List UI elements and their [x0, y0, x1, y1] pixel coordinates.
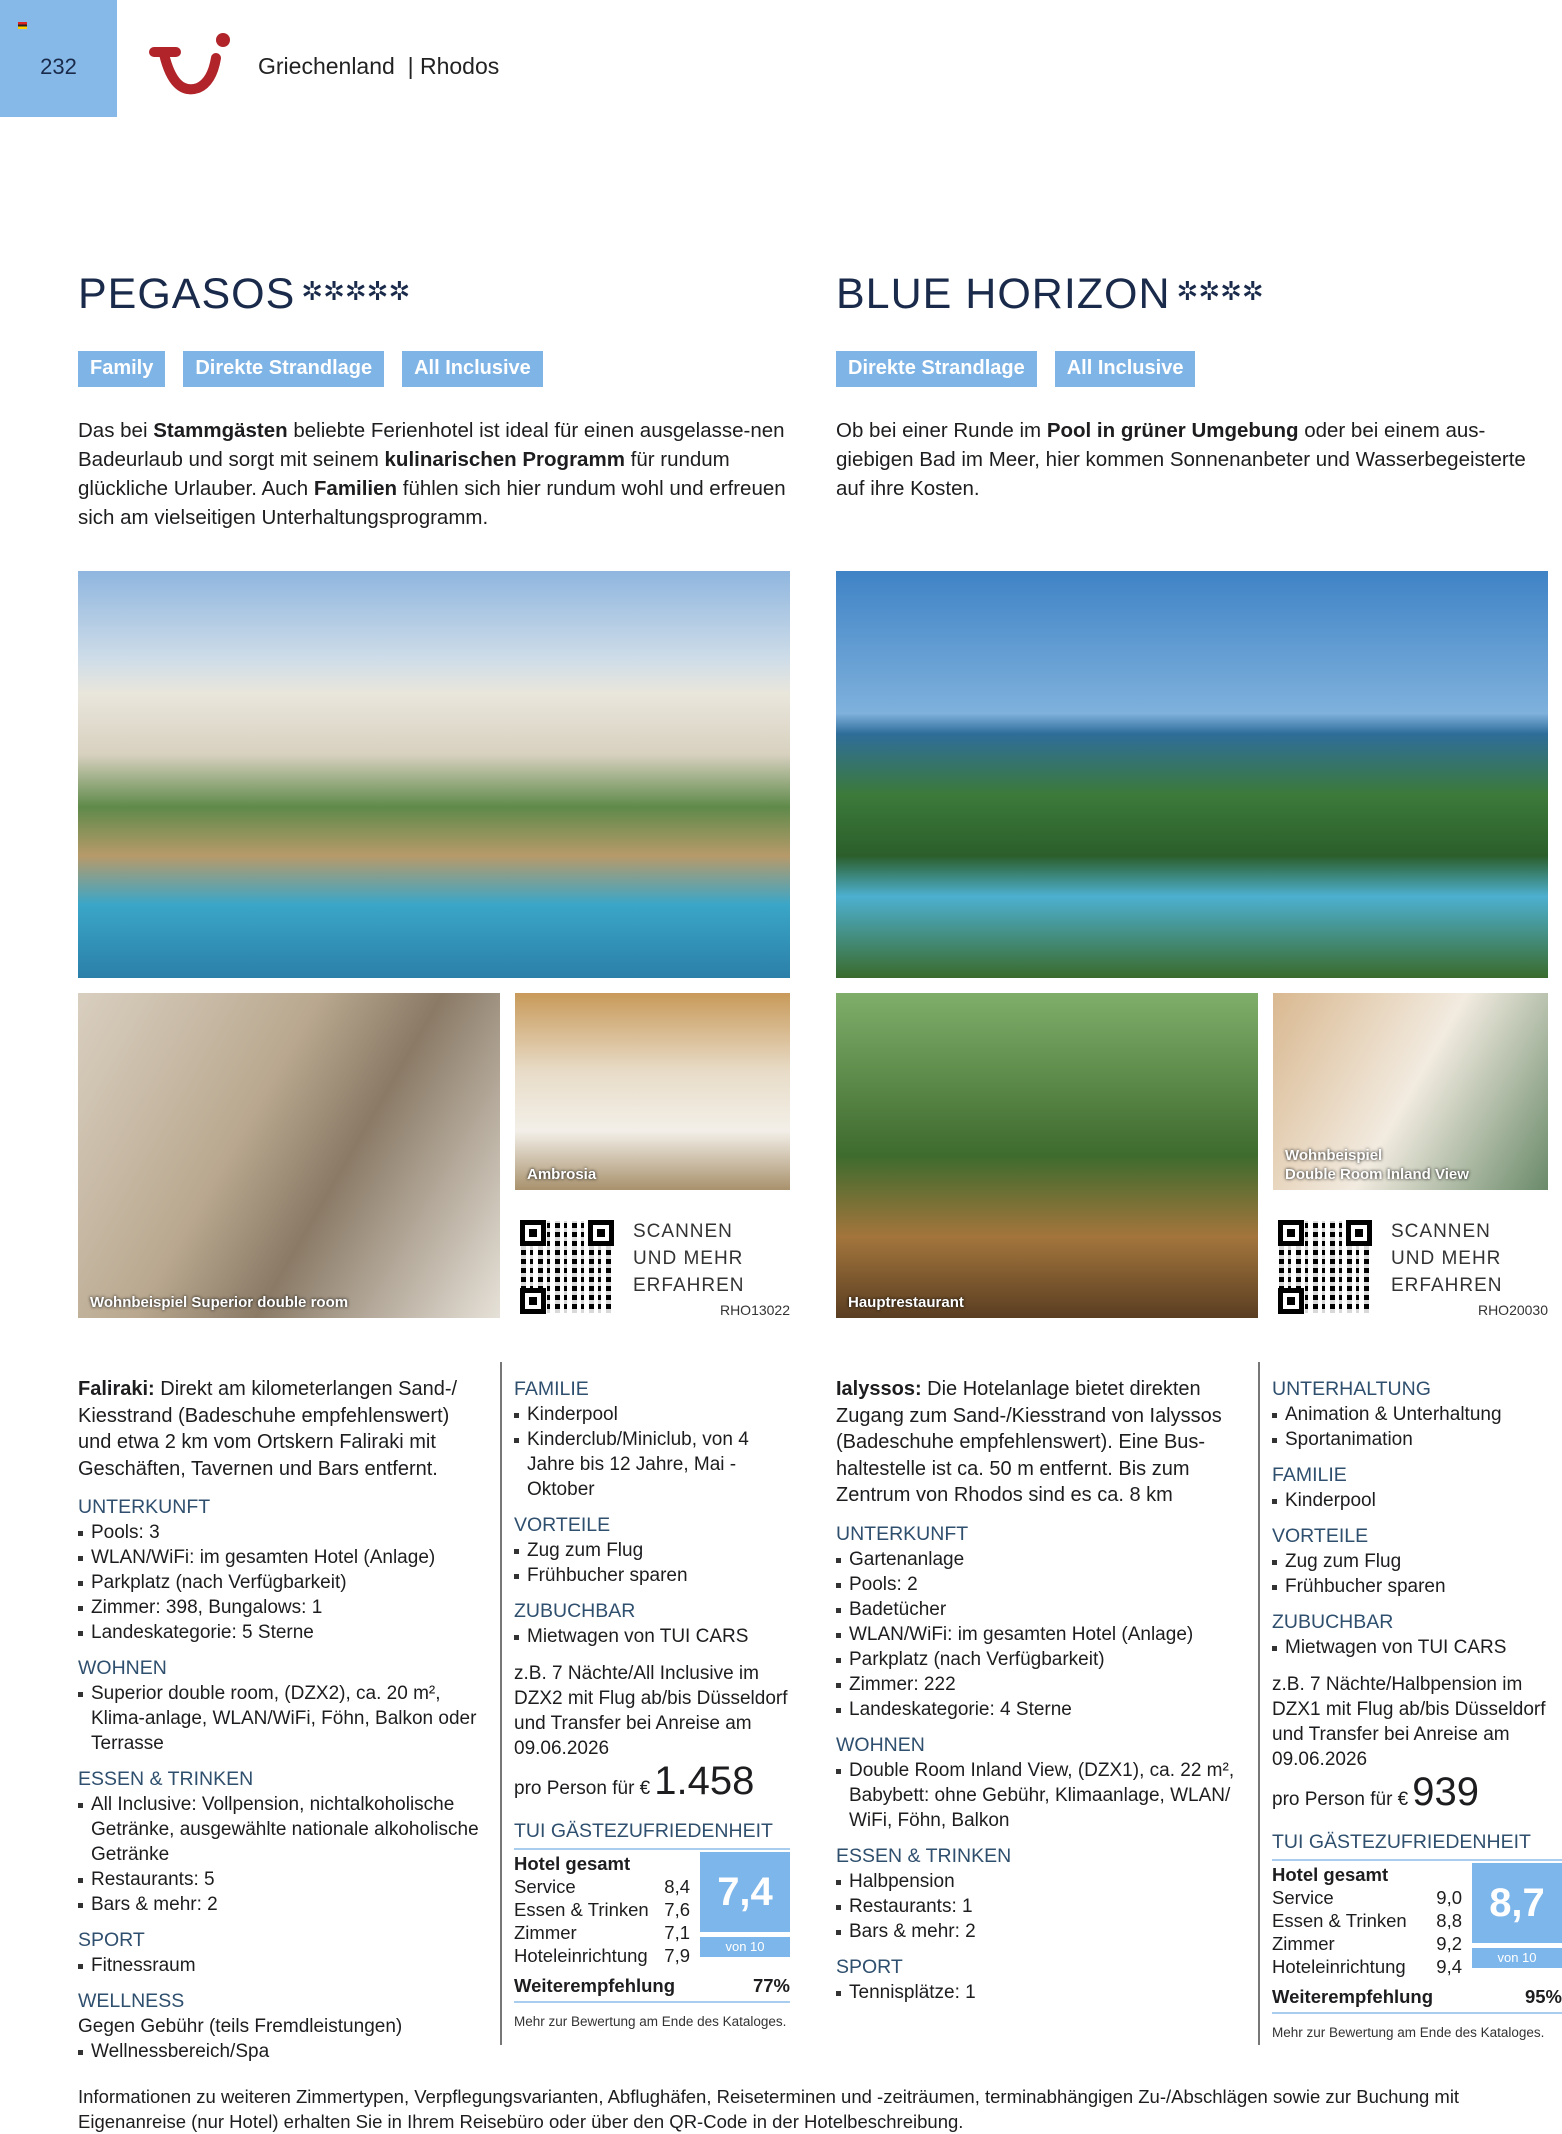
photo-caption: Ambrosia: [527, 1166, 597, 1183]
section-heading: WELLNESS: [78, 1990, 185, 2012]
bullet-list: [78, 1792, 483, 1917]
rating-label: Service: [1272, 1887, 1334, 1908]
footer-note: Informationen zu weiteren Zimmertypen, Verpflegungsvarianten, Abflughäfen, Reiseterminen und -zeiträumen, terminabhängigen Zu-/Abschlägen sowie zur Buchung mit Eigenanreise (nur Hotel) erhalten Sie in Ihrem Reisebüro oder über den QR-Code in der Hotelbeschreibung.: [78, 2086, 1460, 2132]
scan-text-line: ERFAHREN: [1391, 1275, 1503, 1296]
rating-value: 9,4: [1436, 1956, 1462, 1977]
rating-grid: [1272, 1863, 1562, 1978]
rating-label: Service: [514, 1876, 576, 1897]
section-text: Gegen Gebühr (teils Fremdleistungen): [78, 2016, 403, 2037]
qr-finder-mark: [588, 1220, 614, 1246]
bullet-list: [836, 1980, 1241, 2005]
list-item: Mietwagen von TUI CARS: [1272, 1635, 1562, 1660]
list-item: Zug zum Flug: [1272, 1549, 1562, 1574]
rating-heading: TUI GÄSTEZUFRIEDENHEIT: [1272, 1830, 1562, 1861]
list-item: Pools: 2: [836, 1572, 1241, 1597]
section-heading: WOHNEN: [78, 1657, 167, 1679]
page-number: 232: [40, 54, 77, 79]
secondary-photo: [1273, 993, 1548, 1190]
list-item: Kinderpool: [1272, 1488, 1562, 1513]
rating-row: [1272, 1932, 1466, 1955]
hotel-code: RHO20030: [1477, 1302, 1548, 1318]
rating-row: [514, 1944, 694, 1967]
rating-value: 7,6: [664, 1899, 690, 1920]
list-item: Landeskategorie: 5 Sterne: [78, 1620, 483, 1645]
hotel-title: [78, 270, 410, 319]
qr-finder-mark: [1278, 1288, 1304, 1314]
description-text: beliebte Ferienhotel ist ideal für einen ausgelasse-nen Badeurlaub und sorgt mit seinem: [78, 419, 785, 471]
star-rating: ✲✲✲✲✲: [301, 276, 411, 306]
scan-text-line: SCANNEN: [1391, 1221, 1491, 1242]
feature-tag: Family: [78, 351, 165, 387]
section-heading: ESSEN & TRINKEN: [836, 1844, 1012, 1867]
section-heading: FAMILIE: [514, 1378, 589, 1400]
section-heading: VORTEILE: [514, 1514, 611, 1536]
bullet-list: [1272, 1635, 1562, 1660]
bullet-list: [1272, 1488, 1562, 1513]
rating-row: [514, 1921, 694, 1944]
rating-note: Mehr zur Bewertung am Ende des Kataloges.: [514, 2014, 787, 2029]
rating-row: [514, 1875, 694, 1898]
guest-rating: [514, 1819, 790, 2034]
rating-grid: [514, 1852, 790, 1967]
section-heading: ZUBUCHBAR: [514, 1600, 636, 1622]
qr-finder-mark: [1278, 1220, 1304, 1246]
qr-call-to-action: [1391, 1218, 1502, 1299]
location-name: Faliraki:: [78, 1378, 155, 1400]
list-item: Double Room Inland View, (DZX1), ca. 22 m², Babybett: ohne Gebühr, Klimaanlage, WLAN/ WiFi, Föhn, Balkon: [836, 1758, 1241, 1833]
hotel-description: [836, 416, 1550, 503]
bullet-list: [514, 1402, 790, 1502]
details-column-1: [78, 1376, 483, 2064]
list-item: Pools: 3: [78, 1520, 483, 1545]
bullet-list: [1272, 1402, 1562, 1452]
overall-score: 7,4: [700, 1852, 790, 1932]
rating-label: Hoteleinrichtung: [1272, 1956, 1406, 1977]
breadcrumb: Griechenland | Rhodos: [258, 53, 500, 79]
tag-list: [78, 351, 543, 387]
rating-value: 8,4: [664, 1876, 690, 1897]
list-item: Superior double room, (DZX2), ca. 20 m², Klima-anlage, WLAN/WiFi, Föhn, Balkon oder Terrasse: [78, 1681, 483, 1756]
section-heading: UNTERKUNFT: [78, 1496, 211, 1518]
list-item: Badetücher: [836, 1597, 1241, 1622]
details-column-2: [514, 1376, 790, 2034]
list-item: Parkplatz (nach Verfügbarkeit): [836, 1647, 1241, 1672]
rating-note: Mehr zur Bewertung am Ende des Kataloges.: [1272, 2025, 1545, 2040]
rating-value: 8,8: [1436, 1910, 1462, 1931]
section-heading: WOHNEN: [836, 1733, 925, 1756]
list-item: Restaurants: 1: [836, 1894, 1241, 1919]
bullet-list: [78, 2039, 483, 2064]
list-item: Bars & mehr: 2: [836, 1919, 1241, 1944]
list-item: Zug zum Flug: [514, 1538, 790, 1563]
location-intro: [78, 1376, 483, 1482]
location-intro: [836, 1376, 1241, 1509]
rating-label: Zimmer: [1272, 1933, 1335, 1954]
bullet-list: [514, 1538, 790, 1588]
bullet-list: [78, 1953, 483, 1978]
list-item: Halbpension: [836, 1869, 1241, 1894]
star-rating: ✲✲✲✲: [1176, 276, 1264, 306]
rating-row: [1272, 1955, 1466, 1978]
bullet-list: [514, 1624, 790, 1649]
description-highlight: Familien: [313, 477, 398, 500]
price-label: pro Person für €: [1272, 1789, 1409, 1810]
feature-tag: Direkte Strandlage: [836, 351, 1037, 387]
score-box: [700, 1852, 790, 1967]
rating-list: [1272, 1863, 1466, 1978]
list-item: Animation & Unterhaltung: [1272, 1402, 1562, 1427]
rating-label: Zimmer: [514, 1922, 577, 1943]
list-item: WLAN/WiFi: im gesamten Hotel (Anlage): [836, 1622, 1241, 1647]
recommendation: [1272, 1984, 1562, 2014]
description-highlight: Pool in grüner Umgebung: [1046, 419, 1299, 442]
details-column-2: [1272, 1376, 1562, 2045]
section-heading: ESSEN & TRINKEN: [78, 1768, 254, 1790]
description-text: Das bei: [78, 419, 154, 442]
section-heading: VORTEILE: [1272, 1525, 1369, 1547]
rating-overall-label: Hotel gesamt: [1272, 1864, 1389, 1885]
price-label: pro Person für €: [514, 1778, 651, 1799]
price-amount: 939: [1412, 1770, 1479, 1814]
list-item: Restaurants: 5: [78, 1867, 483, 1892]
description-text: oder bei einem aus-giebigen Bad im Meer, hier kommen Sonnenanbeter und Wasserbegeisterte auf ihre Kosten.: [836, 419, 1526, 500]
score-scale: von 10: [1472, 1948, 1562, 1968]
location-text: Direkt am kilometerlangen Sand-/ Kiesstrand (Badeschuhe empfehlenswert) und etwa 2 km vom Ortskern Faliraki mit Geschäften, Tavernen und Bars entfernt.: [78, 1378, 458, 1480]
list-item: Sportanimation: [1272, 1427, 1562, 1452]
list-item: Landeskategorie: 4 Sterne: [836, 1697, 1241, 1722]
qr-finder-mark: [1346, 1220, 1372, 1246]
location-text: Die Hotelanlage bietet direkten Zugang zum Sand-/Kiesstrand von Ialyssos (Badeschuhe empfehlenswert). Eine Bus-haltestelle ist ca. 50 m entfernt. Bis zum Zentrum von Rhodos sind es ca. 8 km: [836, 1378, 1222, 1506]
section-heading: UNTERHALTUNG: [1272, 1378, 1431, 1400]
bullet-list: [78, 1520, 483, 1645]
overall-score: 8,7: [1472, 1863, 1562, 1943]
photo-caption: Wohnbeispiel Superior double room: [90, 1294, 349, 1311]
offer-text: z.B. 7 Nächte/All Inclusive im DZX2 mit Flug ab/bis Düsseldorf und Transfer bei Anreise am 09.06.2026: [514, 1663, 788, 1759]
secondary-photo: [515, 993, 790, 1190]
qr-finder-mark: [520, 1288, 546, 1314]
photo-caption: Hauptrestaurant: [848, 1294, 964, 1311]
description-text: Ob bei einer Runde im: [836, 419, 1047, 442]
hotel-section: [836, 0, 1562, 2080]
list-item: Fitnessraum: [78, 1953, 483, 1978]
score-scale: von 10: [700, 1937, 790, 1957]
room-photo: [836, 993, 1258, 1318]
location-name: Ialyssos:: [836, 1378, 922, 1400]
rating-overall-label: Hotel gesamt: [514, 1853, 631, 1874]
section-heading: SPORT: [836, 1955, 903, 1978]
rating-value: 9,0: [1436, 1887, 1462, 1908]
section-heading: ZUBUCHBAR: [1272, 1611, 1394, 1633]
bullet-list: [836, 1758, 1241, 1833]
list-item: Bars & mehr: 2: [78, 1892, 483, 1917]
list-item: WLAN/WiFi: im gesamten Hotel (Anlage): [78, 1545, 483, 1570]
hotel-code: RHO13022: [719, 1302, 790, 1318]
price: [1272, 1770, 1562, 1814]
main-photo: [836, 571, 1548, 978]
feature-tag: Direkte Strandlage: [183, 351, 384, 387]
rating-value: 7,9: [664, 1945, 690, 1966]
list-item: Mietwagen von TUI CARS: [514, 1624, 790, 1649]
scan-text-line: ERFAHREN: [633, 1275, 745, 1296]
details-column-1: [836, 1376, 1241, 2005]
list-item: Gartenanlage: [836, 1547, 1241, 1572]
scan-text-line: SCANNEN: [633, 1221, 733, 1242]
flag-icon: [18, 22, 27, 29]
list-item: Zimmer: 398, Bungalows: 1: [78, 1595, 483, 1620]
hotel-name: PEGASOS: [78, 270, 296, 318]
rating-list: [514, 1852, 694, 1967]
rating-row: [1272, 1909, 1466, 1932]
column-divider: [1258, 1362, 1260, 2045]
bullet-list: [78, 1681, 483, 1756]
list-item: Zimmer: 222: [836, 1672, 1241, 1697]
rating-value: 7,1: [664, 1922, 690, 1943]
hotel-name: BLUE HORIZON: [836, 270, 1171, 318]
qr-finder-mark: [520, 1220, 546, 1246]
bullet-list: [836, 1869, 1241, 1944]
price: [514, 1759, 790, 1803]
feature-tag: All Inclusive: [402, 351, 543, 387]
hotel-section: [78, 0, 798, 2080]
rating-label: Hoteleinrichtung: [514, 1945, 648, 1966]
section-heading: FAMILIE: [1272, 1464, 1347, 1486]
list-item: Frühbucher sparen: [514, 1563, 790, 1588]
price-amount: 1.458: [654, 1759, 755, 1803]
rating-heading: TUI GÄSTEZUFRIEDENHEIT: [514, 1819, 790, 1850]
recommendation: [514, 1973, 790, 2003]
rating-label: Essen & Trinken: [514, 1899, 649, 1920]
recommendation-label: Weiterempfehlung: [1272, 1986, 1434, 2007]
list-item: Wellnessbereich/Spa: [78, 2039, 483, 2064]
description-highlight: kulinarischen Programm: [384, 448, 625, 471]
hotel-description: [78, 416, 792, 532]
section-heading: UNTERKUNFT: [836, 1522, 969, 1545]
bullet-list: [836, 1547, 1241, 1722]
list-item: Tennisplätze: 1: [836, 1980, 1241, 2005]
guest-rating: [1272, 1830, 1562, 2045]
description-text: fühlen sich hier rundum wohl und erfreuen sich am vielseitigen Unterhaltungsprogramm.: [78, 477, 786, 529]
list-item: All Inclusive: Vollpension, nichtalkoholische Getränke, ausgewählte nationale alkoholische Getränke: [78, 1792, 483, 1867]
recommendation-label: Weiterempfehlung: [514, 1975, 676, 1996]
bullet-list: [1272, 1549, 1562, 1599]
list-item: Kinderclub/Miniclub, von 4 Jahre bis 12 Jahre, Mai - Oktober: [514, 1427, 790, 1502]
tag-list: [836, 351, 1195, 387]
description-highlight: Stammgästen: [153, 419, 288, 442]
qr-code[interactable]: [1273, 1215, 1377, 1319]
recommendation-value: 95%: [1524, 1986, 1562, 2007]
rating-value: 9,2: [1436, 1933, 1462, 1954]
section-heading: SPORT: [78, 1929, 145, 1951]
offer-text: z.B. 7 Nächte/Halbpension im DZX1 mit Flug ab/bis Düsseldorf und Transfer bei Anreise am 09.06.2026: [1272, 1674, 1546, 1770]
hotel-title: [836, 270, 1264, 319]
rating-row: [1272, 1886, 1466, 1909]
qr-call-to-action: [633, 1218, 744, 1299]
scan-text-line: UND MEHR: [633, 1248, 744, 1269]
main-photo: [78, 571, 790, 978]
description-text: für rundum glückliche Urlauber. Auch: [78, 448, 730, 500]
recommendation-value: 77%: [752, 1975, 790, 1996]
scan-text-line: UND MEHR: [1391, 1248, 1502, 1269]
photo-caption: Wohnbeispiel Double Room Inland View: [1285, 1147, 1469, 1183]
room-photo: [78, 993, 500, 1318]
feature-tag: All Inclusive: [1055, 351, 1196, 387]
list-item: Parkplatz (nach Verfügbarkeit): [78, 1570, 483, 1595]
rating-row: [514, 1898, 694, 1921]
qr-code[interactable]: [515, 1215, 619, 1319]
column-divider: [500, 1362, 502, 2045]
list-item: Kinderpool: [514, 1402, 790, 1427]
rating-label: Essen & Trinken: [1272, 1910, 1407, 1931]
list-item: Frühbucher sparen: [1272, 1574, 1562, 1599]
score-box: [1472, 1863, 1562, 1978]
